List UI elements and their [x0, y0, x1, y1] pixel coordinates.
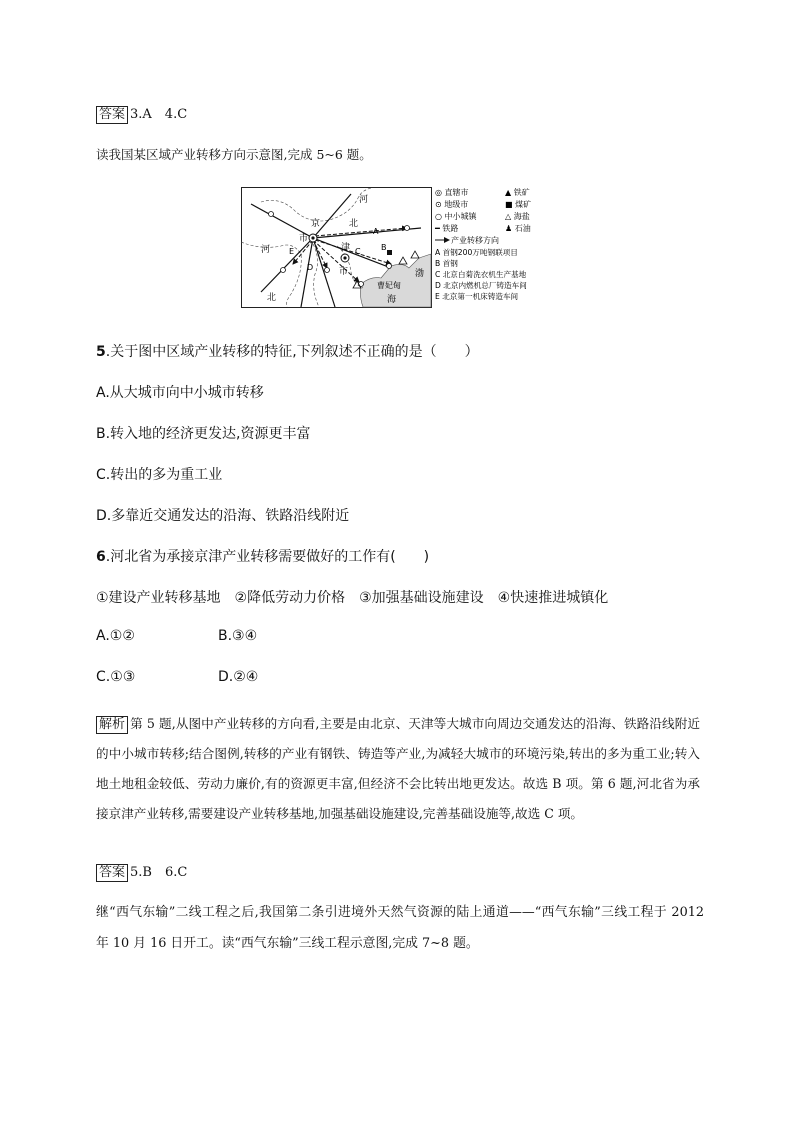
- map-label-A: A: [373, 227, 379, 236]
- legend-note-A: A 首钢200万吨钢联项目: [435, 248, 518, 257]
- answer-line-2: [96, 861, 187, 882]
- map-label-caofeidian: 曹妃甸: [377, 281, 401, 290]
- legend-note-E: E 北京第一机床铸造车间: [435, 292, 519, 301]
- map-label-E: E: [289, 247, 295, 256]
- map-label-jing: 京: [311, 219, 321, 229]
- legend-oil: ♟ 石油: [505, 224, 531, 233]
- q5-option-c: C.转出的多为重工业: [96, 467, 223, 483]
- map-label-shi-beijing: 市: [299, 234, 309, 244]
- legend-note-D: D 北京内燃机总厂铸造车间: [435, 281, 527, 290]
- question-6-text: .河北省为承接京津产业转移需要做好的工作有( ): [105, 549, 430, 565]
- map-label-north-2: 北: [267, 293, 277, 303]
- question-5-text: .关于图中区域产业转移的特征,下列叙述不正确的是（ ）: [105, 344, 479, 360]
- next-intro-text: 继“西气东输”二线工程之后,我国第二条引进境外天然气资源的陆上通道——“西气东输”三线工程于 2012 年 10 月 16 日开工。读“西气东输”三线工程示意图,完成 7~8 题。: [96, 905, 704, 951]
- map-label-D: D: [307, 263, 314, 272]
- legend-iron-mine: ▲ 铁矿: [505, 188, 530, 197]
- industry-transfer-map: [241, 184, 559, 310]
- map-label-bo: 渤: [415, 269, 425, 279]
- q6-option-b: B.③④: [218, 628, 258, 644]
- q6-option-d: D.②④: [218, 669, 259, 685]
- map-legend: [434, 187, 531, 301]
- q6-options-row-1: [96, 628, 257, 644]
- question-5-stem: [96, 341, 479, 361]
- legend-coal-mine: ■ 煤矿: [505, 200, 532, 209]
- map-label-hai: 海: [387, 295, 397, 305]
- map-label-shi-tianjin: 市: [339, 267, 349, 277]
- answer-text: 3.A 4.C: [130, 107, 188, 122]
- q5-option-b: B.转入地的经济更发达,资源更丰富: [96, 426, 311, 442]
- q6-option-a: A.①②: [96, 628, 135, 644]
- map-label-B: B: [381, 243, 387, 252]
- analysis-block: [96, 709, 700, 829]
- legend-transfer-direction: 产业转移方向: [451, 236, 499, 245]
- q5-option-d: D.多靠近交通发达的沿海、铁路沿线附近: [96, 508, 350, 524]
- map-label-river-1: 河: [359, 195, 369, 205]
- question-6-stem: [96, 546, 429, 566]
- map-label-north-1: 北: [349, 219, 359, 229]
- legend-railway: ━ 铁路: [435, 224, 459, 233]
- next-intro: [96, 897, 704, 959]
- legend-small-town: ○ 中小城镇: [435, 212, 477, 221]
- answer-line-1: [96, 103, 187, 124]
- legend-note-B: B 首钢: [435, 259, 458, 268]
- question-6-items: ①建设产业转移基地 ②降低劳动力价格 ③加强基础设施建设 ④快速推进城镇化: [96, 590, 609, 606]
- map-label-jin: 津: [341, 243, 351, 253]
- legend-municipality: ◎ 直辖市: [435, 188, 469, 197]
- answer-tag-2: 答案: [96, 864, 128, 882]
- legend-prefecture-city: ⊙ 地级市: [435, 200, 469, 209]
- q6-option-c: C.①③: [96, 669, 136, 685]
- q5-option-a: A.从大城市向中小城市转移: [96, 385, 264, 401]
- analysis-tag: 解析: [96, 716, 128, 734]
- map-label-C: C: [355, 247, 361, 256]
- question-6-number: 6: [96, 549, 106, 565]
- legend-sea-salt: △ 海盐: [505, 212, 530, 221]
- answer-tag: 答案: [96, 106, 128, 124]
- analysis-text: 第 5 题,从图中产业转移的方向看,主要是由北京、天津等大城市向周边交通发达的沿海、铁路沿线附近的中小城市转移;结合图例,转移的产业有钢铁、铸造等产业,为减轻大城市的环境污染,转出的多为重工业;转入地土地租金较低、劳动力廉价,有的资源更丰富,但经济不会比转出地更发达。故选 B 项。第 6 题,河北省为承接京津产业转移,需要建设产业转移基地,加强基础设施建设,完善基础设施等,故选 C 项。: [96, 716, 700, 821]
- question-5-number: 5: [96, 344, 106, 360]
- legend-note-C: C 北京白菊洗衣机生产基地: [435, 270, 527, 279]
- q6-options-row-2: [96, 669, 258, 685]
- map-label-river-2: 河: [261, 245, 271, 255]
- map-intro: 读我国某区域产业转移方向示意图,完成 5~6 题。: [96, 147, 372, 162]
- answer-text-2: 5.B 6.C: [130, 865, 188, 880]
